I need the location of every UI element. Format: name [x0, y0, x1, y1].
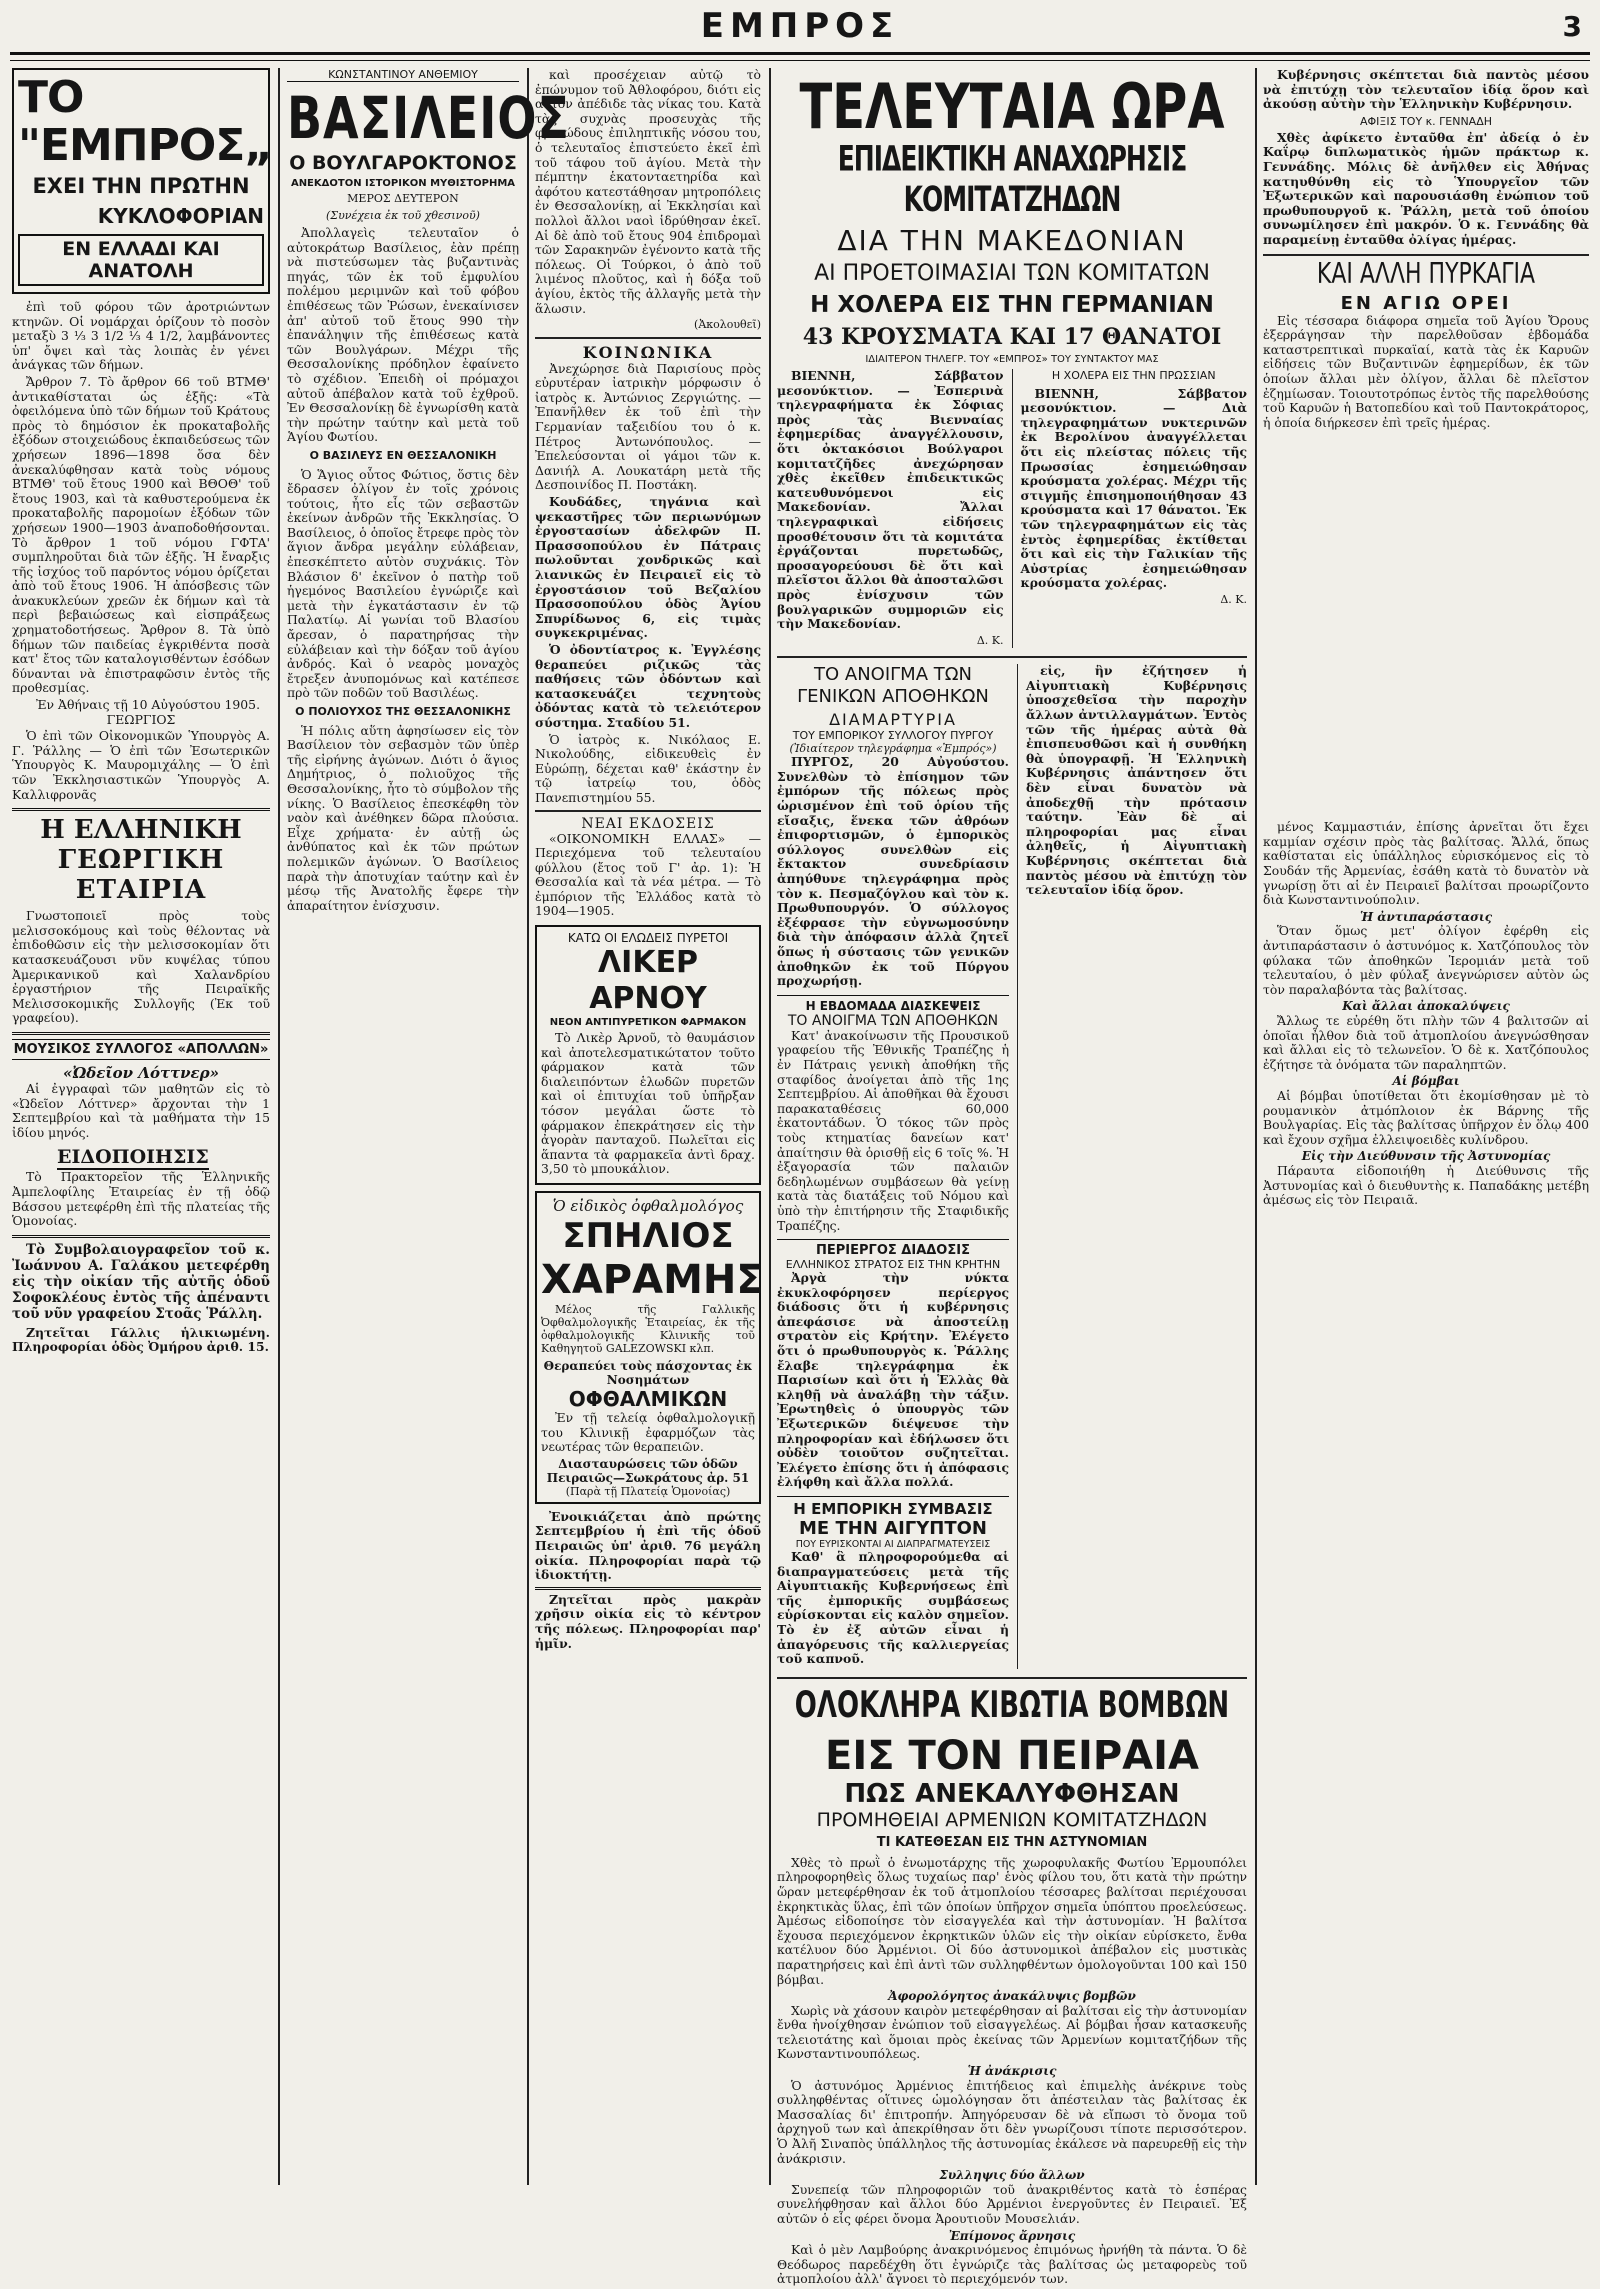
gennadis-title: ΑΦΙΞΙΣ ΤΟΥ κ. ΓΕΝΝΑΔΗ [1360, 114, 1492, 128]
police-body: Πάραυτα εἰδοποιήθη ἡ Διεύθυνσις τῆς Ἀστυνομίας καὶ ὁ διευθυντὴς κ. Παπαδάκης μετέβη ἀμέσως εἰς τὸν Πειραιᾶ. [1263, 1162, 1589, 1208]
eye-clinic: Ἐν τῇ τελείᾳ ὀφθαλμολογικῇ του Κλινικῇ ἐφαρμόζων τὰς νεωτέρας τῶν θεραπειῶν. [541, 1410, 755, 1455]
column-rule [1255, 68, 1257, 2185]
telegraph-columns [777, 369, 1247, 648]
rumor-title: ΠΕΡΙΕΡΓΟΣ ΔΙΑΔΟΣΙΣ [777, 1239, 1009, 1258]
music-body: Αἱ ἐγγραφαὶ τῶν μαθητῶν εἰς τὸ «Ὠδεῖον Λόττνερ» ἄρχονται τὴν 1 Σεπτεμβρίου καὶ τὰ μαθήματα τὴν 15 ἰδίου μηνός. [12, 1080, 270, 1140]
bombs-title2: ΕΙΣ ΤΟΝ ΠΕΙΡΑΙΑ [825, 1732, 1199, 1779]
lower-news [777, 656, 1247, 1668]
law-signoff: Ἐν Ἀθήναις τῇ 10 Αὐγούστου 1905. ΓΕΩΡΓΙΟΣ [35, 697, 261, 727]
column-rule [278, 68, 280, 2185]
wanted-ad: Ζητεῖται πρὸς μακρὰν χρῆσιν οἰκία εἰς τὸ κέντρον τῆς πόλεως. Πληροφορίαι παρ' ἡμῖν. [535, 1591, 761, 1651]
fever-kicker: ΚΑΤΩ ΟΙ ΕΛΩΔΕΙΣ ΠΥΡΕΤΟΙ [567, 931, 729, 946]
telegraph-right [1021, 369, 1248, 648]
serial-section2: Ο ΠΟΛΙΟΥΧΟΣ ΤΗΣ ΘΕΣΣΑΛΟΝΙΚΗΣ [295, 705, 511, 718]
serial-cont-body: καὶ προσέχειαν αὐτῷ τὸ ἐπώνυμον τοῦ Ἀθλοφόρου, διότι εἰς αὐτὸν ἀπέδιδε τὰς νίκας του. Κατὰ τὰς συχνὰς προσευχὰς τῆς φρικώδους ἐπιληπτικῆς νόσου του, ὁ τελευταῖος ἐπιστεύετο ἐκεῖ ἐπὶ τοῦ τάφου τοῦ ἁγίου. Μετὰ τὴν πέμπτην ἑκατονταετηρίδα καὶ ἀφότου κατεστάθησαν μητροπόλεις ἐν Θεσσαλονίκῃ, αἱ Ἐκκλησίαι καὶ πολλοὶ ἄλλοι ναοὶ ἱδρύθησαν ἐκεῖ. Αἱ δὲ ἀπὸ τοῦ ἔτους 904 ἐπιδρομαὶ τῶν Σαρακηνῶν ἐγένοντο κατὰ τῆς πόλεως. Οἱ Τούρκοι, ὁ ἀπὸ τοῦ λιμένος πλοῦτος, καὶ ἡ δόξα τοῦ ἁγίου, ἐκτὸς τῆς ἀλλαγῆς μετὰ τὴν ἅλωσιν. [535, 67, 761, 316]
ophthalmologist-ad [535, 1191, 764, 1504]
telegraph-left-body: ΒΙΕΝΝΗ, Σάββατον μεσονύκτιον. — Ἐσπερινὰ τηλεγραφήματα ἐκ Σόφιας πρὸς τὰς Βιενναίας ἐφημερίδας ἀναγγέλλουσιν, ὅτι ὀκτακόσιοι Βούλγαροι κομιτατζῆδες ἀνεχώρησαν χθὲς ἐκεῖθεν ἐπιδεικτικῶς κατευθυνόμενοι εἰς Μακεδονίαν. Ἄλλαι τηλεγραφικαὶ εἰδήσεις προσθέτουσιν ὅτι τὰ κομιτάτα ἐργάζονται πυρετωδῶς, προσαγορεύουσι δὲ ὅτι καὶ πλεῖστοι ἄλλοι θὰ ἀποσταλῶσι πρὸς ἐνίσχυσιν τῶν βουλγαρικῶν συμμοριῶν εἰς τὴν Μακεδονίαν. [777, 368, 1004, 632]
header-rule [10, 52, 1590, 55]
liker-arnou-ad [535, 925, 761, 1185]
bombs-title: ΟΛΟΚΛΗΡΑ ΚΙΒΩΤΙΑ ΒΟΜΒΩΝ [794, 1684, 1230, 1727]
egypt-title: Η ΕΜΠΟΡΙΚΗ ΣΥΜΒΑΣΙΣ [777, 1496, 1009, 1518]
gennadis-body: Χθὲς ἀφίκετο ἐνταῦθα ἐπ' ἀδείᾳ ὁ ἐν Καΐρῳ διπλωματικὸς ἡμῶν πράκτωρ κ. Γεννάδης. Μόλις δὲ ἀνῆλθεν εἰς Ἀθήνας κατηυθύνθη εἰς τὸ Ὑπουργεῖον τῶν Ἐξωτερικῶν καὶ παρουσιάσθη ἐνώπιον τοῦ πρωθυπουργοῦ κ. Ῥάλλη, μετὰ τοῦ ὁποίου συνωμίλησεν ἐπὶ μακρόν. Ὁ κ. Γεννάδης θὰ παραμείνῃ ἐνταῦθα ὀλίγας ἡμέρας. [1263, 129, 1589, 247]
right-top-body: Κυβέρνησις σκέπτεται διὰ παντὸς μέσου νὰ ἐπιτύχῃ τὸν τελευταῖον ἰδίᾳ ὅρον καὶ ἀκούσῃ αὐτὴν τὴν Ἑλληνικὴν Κυβέρνησιν. [1263, 67, 1589, 112]
week-sub: ΤΟ ΑΝΟΙΓΜΑ ΤΩΝ ΑΠΟΘΗΚΩΝ [787, 1012, 999, 1029]
bombs-detail-head: Αἱ βόμβαι [1392, 1074, 1460, 1089]
lower-left [777, 664, 1009, 1668]
notices-title: ΕΙΔΟΠΟΙΗΣΙΣ [57, 1146, 209, 1169]
section-rule [535, 337, 761, 339]
new-editions-title: ΝΕΑΙ ΕΚΔΟΣΕΙΣ [581, 815, 715, 832]
serial-body2: Ὁ Ἅγιος οὗτος Φώτιος, ὅστις δὲν ἔδρασεν ὀλίγον ἐν τοῖς χρόνοις τούτοις, ἦτο εἷς τῶν σεβαστῶν ἐκείνων ἀνδρῶν τῆς Ἐκκλησίας. Ὁ Βασίλειος, ὁ ὁποῖος ἔτρεφε πρὸς τὸν ἅγιον ἄνδρα μεγάλην εὐλάβειαν, ἐπεσκέπτετο αὐτὸν συχνάκις. Τὸν Βλάσιον δ' ἐκεῖνον ὁ πατὴρ τοῦ ἡγεμόνος Βασιλείου ἐγνώριζε καὶ μετὰ τὴν ἐγκατάστασιν ἐν τῷ Παλατίῳ. Αἱ γωνίαι τοῦ Βλασίου ἄρεσαν, ὁ παρατηρήσας τὴν εὐλάβειαν καὶ τὴν δόξαν τοῦ ἁγίου ἀνδρός. Καὶ ὁ νεαρὸς μοναχὸς ἔτρεξεν ἀνυπομόνως καὶ κατέπεσε πρὸ τῶν ποδῶν τοῦ Βασιλέως. [287, 466, 519, 701]
masthead: ΕΜΠΡΟΣ [700, 6, 900, 46]
rent-ad: Ἐνοικιάζεται ἀπὸ πρώτης Σεπτεμβρίου ἡ ἐπὶ τῆς ὁδοῦ Πειραιῶς ὑπ' ἀριθ. 76 μεγάλη οἰκία. Πληροφορίαι παρὰ τῷ ἰδιοκτήτῃ. [535, 1508, 761, 1583]
revelations-head: Καὶ ἄλλαι ἀποκαλύψεις [1342, 999, 1510, 1014]
protest-sub: ΤΟΥ ΕΜΠΟΡΙΚΟΥ ΣΥΛΛΟΓΟΥ ΠΥΡΓΟΥ [792, 729, 994, 743]
music-sub: «Ὠδεῖον Λόττνερ» [62, 1063, 220, 1082]
column-3 [535, 67, 764, 2185]
headline-cases: 43 ΚΡΟΥΣΜΑΤΑ ΚΑΙ 17 ΘΑΝΑΤΟΙ [802, 324, 1222, 350]
prussia-title: Η ΧΟΛΕΡΑ ΕΙΣ ΤΗΝ ΠΡΩΣΣΙΑΝ [1051, 369, 1216, 382]
eye-address2: (Παρὰ τῇ Πλατείᾳ Ὁμονοίας) [565, 1484, 731, 1498]
bombs-left [777, 1856, 1247, 2289]
eye-treat2: ΟΦΘΑΛΜΙΚΩΝ [568, 1387, 728, 1411]
bombs-body5: Καὶ ὁ μὲν Λαμβούρης ἀνακρινόμενος ἐπιμόνως ἠρνήθη τὰ πάντα. Ὁ δὲ Θεόδωρος παρεδέχθη ὅτι ἐγνώριζε τὰς βαλίτσας ὡς μεταφορεὺς τοῦ ἀτμοπλοίου ἀλλ' ἄγνοει τὸ περιεχόμενόν των. [777, 2242, 1247, 2287]
egypt-continued: εἰς, ἣν ἐζήτησεν ἡ Αἰγυπτιακὴ Κυβέρνησις ὑποσχεθεῖσα τὴν παροχὴν ἄλλων ἀντιλλαγμάτων. Ἐντὸς τῶν τῆς ἡμέρας αὐτὰ θὰ ἐπισπευσθῶσι καὶ ἡ συνθήκη θὰ ὑπογραφῇ. Ἡ Ἑλληνικὴ Κυβέρνησις ἀπάντησεν ὅτι δὲν εἶναι δυνατὸν νὰ ἀποδεχθῇ τὴν πρότασιν ταύτην. Ἐὰν δὲ αἱ πληροφορίαι μας εἶναι ἀληθεῖς, ἡ Αἰγυπτιακὴ Κυβέρνησις σκέπτεται διὰ παντὸς μέσου νὰ ἐπιτύχῃ τὸν τελευταῖον ἰδίᾳ ὅρον. [1026, 663, 1247, 898]
serial-continued: (Συνέχεια ἐκ τοῦ χθεσινοῦ) [326, 209, 480, 222]
serial-part: ΜΕΡΟΣ ΔΕΥΤΕΡΟΝ [347, 192, 459, 205]
bombs-h2: Ἡ ἀνάκρισις [967, 2064, 1057, 2079]
police-head: Εἰς τὴν Διεύθυνσιν τῆς Ἀστυνομίας [1301, 1149, 1551, 1164]
notary-ad [12, 1235, 270, 1355]
doctor-ad: Ὁ ἰατρὸς κ. Νικόλαος Ε. Νικολούδης, εἰδικευθεὶς ἐν Εὐρώπῃ, δέχεται καθ' ἑκάστην ἐν τῷ ἰατρείῳ του, ὁδὸς Πανεπιστημίου 55. [535, 731, 761, 805]
headline-cholera: Η ΧΟΛΕΡΑ ΕΙΣ ΤΗΝ ΓΕΡΜΑΝΙΑΝ [810, 292, 1214, 318]
armenian-body: μένος Καμμαστιάν, ἐπίσης ἀρνεῖται ὅτι ἔχει καμμίαν σχέσιν πρὸς τὰς βαλίτσας. Ἄλλά, ὅπως καθίσταται εἰς ὑπάλληλος εὑρισκόμενος εἰς τὸ Σουδάν τῆς Ἀρμενίας, ἐσάθη κατὰ τὸ δυνατὸν νὰ γνωρίσῃ ὅτι αἱ ἐν Πειραιεῖ βαλίτσαι προωρίζοντο διὰ Κωνσταντινούπολιν. [1263, 819, 1589, 908]
notices-body: Τὸ Πρακτορεῖον τῆς Ἑλληνικῆς Ἀμπελοφίλης Ἐταιρείας ἐν τῇ ὁδῷ Βάσσου μετεφέρθη ἐπὶ τῆς πλατείας τῆς Ὁμονοίας. [12, 1169, 270, 1229]
bombs-title3: ΠΩΣ ΑΝΕΚΑΛΥΦΘΗΣΑΝ [844, 1778, 1180, 1809]
headline-preparations: ΑΙ ΠΡΟΕΤΟΙΜΑΣΙΑΙ ΤΩΝ ΚΟΜΙΤΑΤΩΝ [814, 261, 1210, 286]
telegraph-left [777, 369, 1004, 648]
egypt-body: Καθ' ἃ πληροφορούμεθα αἱ διαπραγματεύσεις μετὰ τῆς Αἰγυπτιακῆς Κυβερνήσεως ἐπὶ τῆς ἐμπορικῆς συμβάσεως εὑρίσκονται εἰς καλὸν σημεῖον. Τὸ ἐν ἐξ αὐτῶν εἶναι ἡ ἀπαγόρευσις τῆς καλλιεργείας τοῦ καπνοῦ. [777, 1549, 1009, 1667]
protest-title: ΔΙΑΜΑΡΤΥΡΙΑ [829, 710, 957, 730]
music-title: ΜΟΥΣΙΚΟΣ ΣΥΛΛΟΓΟΣ «ΑΠΟΛΛΩΝ» [12, 1039, 270, 1060]
headline-departure: ΕΠΙΔΕΙΚΤΙΚΗ ΑΝΑΧΩΡΗΣΙΣ ΚΟΜΙΤΑΤΖΗΔΩΝ [837, 138, 1187, 220]
column-rule [1017, 664, 1018, 1668]
last-hour-banner: ΤΕΛΕΥΤΑΙΑ ΩΡΑ [799, 70, 1225, 144]
week-title: Η ΕΒΔΟΜΑΔΑ ΔΙΑΣΚΕΨΕΙΣ [777, 995, 1009, 1013]
warehouses-title: ΤΟ ΑΝΟΙΓΜΑ ΤΩΝ ΓΕΝΙΚΩΝ ΑΠΟΘΗΚΩΝ [797, 664, 989, 708]
column-4 [777, 68, 1247, 2287]
section-rule [535, 810, 761, 812]
serial-series: ΑΝΕΚΔΟΤΟΝ ΙΣΤΟΡΙΚΟΝ ΜΥΘΙΣΤΟΡΗΜΑ [290, 178, 516, 189]
bombs-h1: Ἀφορολόγητος ἀνακάλυψις βομβῶν [888, 1989, 1136, 2004]
revelations-body: Ἄλλως τε εὐρέθη ὅτι πλὴν τῶν 4 βαλιτσῶν αἱ ὁποῖαι ἦλθον διὰ τοῦ ἀτμοπλοίου ἀνεγνώσθησαν καὶ ἄλλαι εἰς τὸ τελωνεῖον. Ὁ δὲ κ. Χατζόπουλος ἐζήτησε τὰ ὀνόματα τῶν παραληπτῶν. [1263, 1013, 1589, 1072]
announcement-sub1: ΕΧΕΙ ΤΗΝ ΠΡΩΤΗΝ [32, 174, 250, 198]
fever-body: Τὸ Λικὲρ Ἀρνοῦ, τὸ θαυμάσιον καὶ ἀποτελεσματικώτατον τοῦτο φάρμακον κατὰ τῶν διαλειπόντων ἑλωδῶν πυρετῶν καὶ οἱ ἐπιτυχίαι τοῦ ὑπῆρξαν τόσον μεγάλαι ὥστε τὸ φάρμακον ἐπεκράτησεν εἰς τὴν ἀγορὰν πανταχοῦ. Πωλεῖται εἰς ἅπαντα τὰ φαρμακεῖα ἀντὶ δραχ. 3,50 τὸ μπουκάλιον. [541, 1030, 755, 1177]
confrontation-body: Ὅταν ὅμως μετ' ὀλίγον ἐφέρθη εἰς ἀντιπαράστασιν ὁ ἀστυνόμος κ. Χατζόπουλος τὸν φύλακα τῶν ἀποθηκῶν Ἱερομιάν μετὰ τοῦ τελευταίου, ὁ μὲν φύλαξ ἀνεγνώρισεν αὐτὸν ὡς τὸν παραλαβόντα τὰς βαλίτσας. [1263, 923, 1589, 997]
eye-body: Μέλος τῆς Γαλλικῆς Ὀφθαλμολογικῆς Ἑταιρείας, ἐκ τῆς ὀφθαλμολογικῆς Κλινικῆς τοῦ Καθηγητοῦ GALEZOWSKI κλπ. [541, 1303, 755, 1355]
law-body: Ἄρθρον 7. Τὸ ἄρθρον 66 τοῦ ΒΤΜΘ' ἀντικαθίσταται ὡς ἑξῆς: «Τὰ ὀφειλόμενα ὑπὸ τῶν δήμων τοῦ Κράτους πρὸς τὸ δημόσιον ἐκ προκαταβολῆς ἐξόδων στοιχειώδους ἐκπαιδεύσεως τῶν χρήσεων 1896—1898 ὅσα δὲν ἀνεκαλύφθησαν κατὰ τοὺς νόμους ΒΤΜΘ' τοῦ ἔτους 1900 καὶ ΒΘΟΘ' τοῦ ἔτους 1903, καὶ τὰ καθυστερούμενα ἐκ προκαταβολῆς παρομοίων ἐξόδων τῶν χρήσεων 1900—1903 ἀναποδοθήσονται. Τὸ ἄρθρον 1 τοῦ νόμου ΓΦΤΑ' συμπληροῦται διὰ τῶν ἑξῆς. Ἡ ἔναρξις τῆς ἰσχύος τοῦ παρόντος νόμου ὁρίζεται ἀπὸ τοῦ ἔτους 1906. Ἡ ἀπόσβεσις τῶν ἀνακυκλεύων χρεῶν ἐκ δήμων καὶ τὰ περὶ βεβαιώσεως καὶ εἰσπράξεως χρηματοδοτήσεως. Ἄρθρον 8. Τὰ ὑπὸ δήμων τῶν παιδείας ἐγκριθέντα ποσὰ κατ' ἔτος τῶν καταλογισθέντων ἐσόδων δύνανται νὰ ἐπιστραφῶσιν ἐντὸς τῆς προθεσμίας. [12, 373, 270, 696]
egypt-sub: ΜΕ ΤΗΝ ΑΙΓΥΠΤΟΝ [799, 1518, 987, 1539]
column-2 [287, 68, 570, 2185]
eye-kicker: Ὁ εἰδικὸς ὀφθαλμολόγος [552, 1197, 744, 1215]
bombs-h4: Ἐπίμονος ἄρνησις [948, 2228, 1076, 2243]
bombs-sub2: ΤΙ ΚΑΤΕΘΕΣΑΝ ΕΙΣ ΤΗΝ ΑΣΤΥΝΟΜΙΑΝ [876, 1834, 1148, 1850]
kitchen-ad: Κουδάδες, τηγάνια καὶ ψεκαστῆρες τῶν περιωνύμων ἐργοστασίων ἀδελφῶν Π. Πρασσοπούλου ἐν Πάτραις πωλοῦνται χονδρικῶς καὶ λιανικῶς ἐν Πειραιεῖ εἰς τὸ ἐργοστάσιον τοῦ Βεζαλίου Πρασσοπούλου ὁδὸς Ἁγίου Σπυρίδωνος 6, εἰς τιμὰς συγκεκριμένας. [535, 494, 761, 641]
bombs-body2: Χωρὶς νὰ χάσουν καιρὸν μετεφέρθησαν αἱ βαλίτσαι εἰς τὴν ἀστυνομίαν ἔνθα ἠνοίχθησαν ἐνώπιον τοῦ εἰσαγγελέως. Αἱ βόμβαι ἦσαν κατασκευῆς τελειοτάτης καὶ ὅμοιαι πρὸς ἐκείνας τῶν Ἀρμενίων κομιτατζήδων τῆς Κωνσταντινουπόλεως. [777, 2002, 1247, 2062]
eye-treat: Θεραπεύει τοὺς πάσχοντας ἐκ Νοσημάτων [543, 1359, 753, 1387]
fever-title: ΛΙΚΕΡ ΑΡΝΟΥ [589, 945, 707, 1017]
law-intro: ἐπὶ τοῦ φόρου τῶν ἀροτριώντων κτηνῶν. Οἱ νομάρχαι ὁρίζουν τὸ ποσὸν μεταξὺ 3 ⅓ 3 1/2 ⅓ 4 1/2, λαμβάνοντες ὑπ' ὄψει καὶ τὰς λοιπὰς ἐν γένει ἀνάγκας τῶν δήμων. [12, 299, 270, 373]
new-editions-body: «ΟΙΚΟΝΟΜΙΚΗ ΕΛΛΑΣ» — Περιεχόμενα τοῦ τελευταίου φύλλου (ἔτος τοῦ Γ' ἀρ. 1): Ἡ Θεσσαλία καὶ τὰ νέα μέτρα. — Τὸ ἐμπόριον τῆς Ἑλλάδος κατὰ τὸ 1904—1905. [535, 830, 761, 919]
rumor-body: Ἀργὰ τὴν νύκτα ἐκυκλοφόρησεν περίεργος διάδοσις ὅτι ἡ κυβέρνησις ἀπεφάσισε νὰ ἀποστείλῃ στρατὸν εἰς Κρήτην. Ἐλέγετο ὅτι ὁ πρωθυπουργὸς κ. Ῥάλλης ἔλαβε τηλεγράφημα ἐκ Παρισίων καὶ ὅτι ἡ Ἑλλὰς θὰ κληθῇ νὰ ἀναλάβῃ τὴν τάξιν. Ἐρωτηθεὶς ὁ ὑπουργὸς τῶν Ἐξωτερικῶν διέψευσε τὴν πληροφορίαν καὶ ἐδήλωσεν ὅτι οὐδὲν τοιοῦτον συζητεῖται. Ἐλέγετο ἐπίσης ὅτι ἡ ἀπόφασις ἐλήφθη καὶ ἄλλα πολλά. [777, 1270, 1009, 1490]
fire-title: ΚΑΙ ΑΛΛΗ ΠΥΡΚΑΓΙΑ [1316, 257, 1536, 291]
geo-body: Γνωστοποιεῖ πρὸς τοὺς μελισσοκόμους καὶ τοὺς θέλοντας νὰ ἐπιδοθῶσιν εἰς τὴν μελισσοκομίαν ὅτι κατασκευάζουσι νῦν κυψέλας τύπου Ἀμερικανικοῦ καὶ Χαλανδρίου ἐργαστήριον τῆς Πειραϊκῆς Μελισσοκομικῆς Συλλογῆς (Ἐκ τοῦ γραφείου). [12, 908, 270, 1026]
column-rule [1012, 369, 1013, 648]
emprós-announcement [12, 68, 273, 294]
wanted-line: Ζητεῖται Γάλλις ἡλικιωμένη. Πληροφορίαι ὁδὸς Ὀμήρου ἀριθ. 15. [12, 1324, 270, 1355]
to-be-continued: (Ἀκολουθεῖ) [694, 318, 761, 332]
geo-title1: Η ΕΛΛΗΝΙΚΗ [40, 815, 242, 846]
confrontation-head: Ἡ ἀντιπαράστασις [1359, 909, 1493, 924]
serial-title: ΒΑΣΙΛΕΙΟΣ [287, 84, 570, 152]
week-body: Κατ' ἀνακοίνωσιν τῆς Προυσικοῦ γραφείου τῆς Ἐθνικῆς Τραπέζης ἡ ἐν Πάτραις γενικὴ ἀποθήκη τῆς σταφίδος ἀνοίγεται ἀπὸ τῆς 1ης Σεπτεμβρίου. Αἱ ἀποθῆκαι θὰ ἔχουσι παρακαταθέσεις 60,000 ἑκατοντάδων. Ὁ τόκος τῶν πρὸς τοὺς κτηματίας δανείων κατ' ἀπαίτησιν θὰ ὁρισθῇ εἰς 6 τοῖς %. Ἡ ἐξαγορασία τῶν παλαιῶν δεδηλωμένων συμβάσεων θὰ γείνῃ κατὰ τὰς διατάξεις τοῦ Νόμου καὶ ὑπὸ τὴν ἐπιτήρησιν τῆς Σταφιδικῆς Τραπέζης. [777, 1027, 1009, 1233]
column-5 [1263, 68, 1589, 2185]
dentist-ad: Ὁ ὀδοντίατρος κ. Ἐγγλέσης θεραπεύει ριζικῶς τὰς παθήσεις τῶν ὀδόντων καὶ κατασκευάζει τεχνητοὺς ὀδόντας κατὰ τὸ τελειότερον σύστημα. Σταδίου 51. [535, 641, 761, 730]
bombs-body: Χθὲς τὸ πρωῒ ὁ ἐνωμοτάρχης τῆς χωροφυλακῆς Φωτίου Ἐρμουπόλει πληροφορηθεὶς ὅλως τυχαίως παρ' ἑνὸς φίλου του, ὅτι κατὰ τὴν πρώτην ὥραν μετεφέρθησαν ἐκ τοῦ ἀτμοπλοίου τέσσαρες βαλίτσαι περιέχουσαι ἐκρηκτικὰς ὕλας, ἐπὶ τῶν ὁποίων ὑπῆρχον σημεῖα ὑπόπτου προελεύσεως. Ἀμέσως εἰδοποίησε τὸν εἰσαγγελέα καὶ τὴν ἀστυνομίαν. Ἡ βαλίτσα ἔχουσα περιεχόμενον ἐκρηκτικῶν ὑλῶν εἰς τὴν οἰκίαν εὑρίσκετο, ἔνθα κατέλυον δύο Ἀρμένιοι. Οἱ δύο ἀστυνομικοὶ ἀπέβαλον εἰς μυστικὰς παρατηρήσεις καὶ ἐπὶ ἀντὶ τῶν συλληφθέντων ὁμολογοῦνται 100 καὶ 150 βόμβαι. [777, 1854, 1247, 1987]
bombs-body3: Ὁ ἀστυνόμος Ἀρμένιος ἐπιτήδειος καὶ ἐπιμελὴς ἀνέκρινε τοὺς συλληφθέντας οἵτινες ὡμολόγησαν ὅτι ἀπέστειλαν τὰς βαλίτσας ἐκ Μασσαλίας δι' ἐπιτροπήν. Ἀπηγόρευσαν δὲ νὰ εἴπωσι τὸ ὄνομα τοῦ ἀρχηγοῦ των καὶ ἀπεκρίθησαν ὅτι δὲν γνωρίζουσι τίποτε περισσότερον. Ὁ Ἀλῆ Σιναπὸς ὑπάλληλος τῆς ἀστυνομίας ἐκάλεσε νὰ παρευρεθῇ εἰς τὴν ἀνάκρισιν. [777, 2077, 1247, 2166]
serial-body3: Ἡ πόλις αὕτη ἀφησίωσεν εἰς τὸν Βασίλειον τὸν σεβασμὸν τῶν ὑπὲρ τῆς εἰρήνης ἀγώνων. Διότι ὁ ἅγιος Δημήτριος, ὁ πολιοῦχος τῆς Θεσσαλονίκης, ἦτο τὸ σύμβολον τῆς νίκης. Ὁ Βασίλειος ἐπεσκέφθη τὸν ναὸν καὶ ἀνέθηκεν δῶρα πλούσια. Εἶχε χρήματα· ἐν αὐτῇ ὡς ἀνθύπατος καὶ ἐκ τῶν πρώτων πολεμικῶν ἀγώνων. Ὁ Βασίλειος παρὰ τὴν ἀποτυχίαν ταύτην καὶ ἐν μέσῳ τῆς Ἀνατολῆς ἔφερε τὴν ἀπαραίτητον ἐνίσχυσιν. [287, 722, 519, 913]
serial-section1: Ο ΒΑΣΙΛΕΥΣ ΕΝ ΘΕΣΣΑΛΟΝΙΚΗ [309, 448, 497, 462]
announcement-sub2: ΚΥΚΛΟΦΟΡΙΑΝ [97, 204, 264, 228]
music-society-ad [12, 1032, 270, 1140]
bombs-story [777, 1856, 1247, 2289]
serial-body1: Ἀπολλαγεὶς τελευταῖον ὁ αὐτοκράτωρ Βασίλειος, ἐὰν πρέπῃ νὰ πιστεύσωμεν τὰς βυζαντινὰς πηγάς, τῶν ἐκ τοῦ ἐμφυλίου πολέμου μεριμνῶν καὶ τοῦ φόβου ἐπιθέσεως τῶν Ῥώσων, ἐνεκαίνισεν ἀπ' αὐτοῦ τοῦ ἔτους 990 τὴν ἐπανάληψιν τῆς ἐπιθέσεως κατὰ τῶν Βουλγάρων. Μέχρι τῆς Θεσσαλονίκης πρόδηλον ἐφαίνετο τὸ σχέδιον. Ἐπειδὴ οἱ πρόμαχοι αὐτοῦ ἀπέβαλον κατὰ τοῦ ἐχθροῦ. Ἐν Θεσσαλονίκῃ δὲ ἐγνωρίσθη κατὰ τὴν πρώτην ταύτην καὶ μετὰ τοῦ Ἁγίου Φωτίου. [287, 225, 519, 445]
eye-title1: ΣΠΗΛΙΟΣ [562, 1216, 734, 1256]
bombs-detail-body: Αἱ βόμβαι ὑποτίθεται ὅτι ἐκομίσθησαν μὲ τὸ ρουμανικὸν ἀτμόπλοιον ἐκ Βάρνης τῆς Βουλγαρίας. Εἰς τὰς βαλίτσας ὑπῆρχον ἐν ὅλῳ 400 καὶ ἔχουν σχῆμα ἐλλειψοειδὲς κυλίνδρου. [1263, 1087, 1589, 1147]
fire-title2: ΕΝ ΑΓΙΩ ΟΡΕΙ [1340, 292, 1512, 314]
geo-society-ad [12, 808, 270, 1026]
social-title: ΚΟΙΝΩΝΙΚΑ [582, 342, 714, 362]
notices [12, 1146, 270, 1228]
serial-subtitle: Ο ΒΟΥΛΓΑΡΟΚΤΟΝΟΣ [289, 152, 517, 174]
prussia-signature: Δ. Κ. [1220, 592, 1247, 606]
eye-address: Διασταυρώσεις τῶν ὁδῶν Πειραιῶς—Σωκράτους ἀρ. 51 [546, 1456, 750, 1485]
rumor-sub: ΕΛΛΗΝΙΚΟΣ ΣΤΡΑΤΟΣ ΕΙΣ ΤΗΝ ΚΡΗΤΗΝ [785, 1258, 1001, 1272]
headline-macedonia: ΔΙΑ ΤΗΝ ΜΑΚΕΔΟΝΙΑΝ [837, 224, 1187, 257]
telegraph-line: ΙΔΙΑΙΤΕΡΟΝ ΤΗΛΕΓΡ. ΤΟΥ «ΕΜΠΡΟΣ» ΤΟΥ ΣΥΝΤΑΚΤΟΥ ΜΑΣ [865, 354, 1159, 365]
column-rule [769, 68, 771, 2185]
eye-title2: ΧΑΡΑΜΗΣ [541, 1257, 764, 1303]
announcement-title: ΤΟ "ΕΜΠΡΟΣ„ [18, 72, 273, 171]
social-body: Ἀνεχώρησε διὰ Παρισίους πρὸς εὐρυτέραν ἰατρικὴν μόρφωσιν ὁ ἰατρὸς κ. Ἀντώνιος Ζεργιώτης. — Ἐπανῆλθεν ἐκ τοῦ ἐπὶ τὴν Γερμανίαν ταξειδίου του ὁ κ. Πέτρος Ἀντωνόπουλος. — Ἐπελεύσονται οἱ γάμοι τῶν κ. Δανιήλ Α. Λουκατάρη μετὰ τῆς Δεσποινίδος Π. Ποστάκη. [535, 360, 761, 493]
fire-body: Εἰς τέσσαρα διάφορα σημεῖα τοῦ Ἁγίου Ὄρους ἐξερράγησαν τὴν παρελθοῦσαν ἑβδομάδα καταστρεπτικαὶ πυρκαϊαί, κατὰ τὰς ἐκ Καρυῶν εἰδήσεις τῶν Βυζαντινῶν ἐφημερίδων, ἐκ τῶν ὁποίων ἄλλαι μὲν ὀλίγον, ἄλλαι δὲ πλεῖστον ἐζημίωσαν. Τοιουτοτρόπως ἐντὸς τῆς παρελθούσης τοῦ Καρυῶν ἡ Βατοπεδίου καὶ τοῦ Παντοκράτορος, ἡ ὁποία διήρκεσεν ἐπὶ τρεῖς ἡμέρας. [1263, 312, 1589, 430]
geo-title2: ΓΕΩΡΓΙΚΗ ΕΤΑΙΡΙΑ [57, 845, 225, 906]
prussia-body: ΒΙΕΝΝΗ, Σάββατον μεσονύκτιον. — Διὰ τηλεγραφημάτων νυκτερινῶν ἐκ Βερολίνου ἀναγγέλλεται ὅτι εἰς πλείστας πόλεις τῆς Πρωσσίας ἐσημειώθησαν κρούσματα χολέρας. Μέχρι τῆς στιγμῆς ἐπισημοποιήθησαν 43 κρούσματα καὶ 17 θάνατοι. Ἐκ τῶν τηλεγραφημάτων εἰς τὰς ἐντὸς ἐφημερίδας ἐκτίθεται ὅτι καὶ εἰς τὴν Γαλικίαν τῆς Αὐστρίας ἐσημειώθησαν κρούσματα χολέρας. [1020, 385, 1247, 591]
lower-right [1026, 664, 1247, 1668]
column-1 [12, 68, 273, 2185]
serial-author: ΚΩΝΣΤΑΝΤΙΝΟΥ ΑΝΘΕΜΙΟΥ [287, 68, 519, 82]
section-rule [1263, 254, 1589, 256]
fever-sub: ΝΕΟΝ ΑΝΤΙΠΥΡΕΤΙΚΟΝ ΦΑΡΜΑΚΟΝ [549, 1017, 747, 1029]
announcement-sub3: ΕΝ ΕΛΛΑΔΙ ΚΑΙ ΑΝΑΤΟΛΗ [18, 234, 264, 286]
page-number: 3 [1562, 10, 1582, 43]
protest-source: (Ἰδιαίτερον τηλεγράφημα «Ἐμπρός») [789, 742, 997, 756]
law-ministers: Ὁ ἐπὶ τῶν Οἰκονομικῶν Ὑπουργὸς Α. Γ. Ῥάλλης — Ὁ ἐπὶ τῶν Ἐσωτερικῶν Ὑπουργὸς Κ. Μαυρομιχάλης — Ὁ ἐπὶ τῶν Ἐκκλησιαστικῶν Ὑπουργὸς Α. Καλλιφρονᾶς [12, 728, 270, 802]
column-rule [527, 68, 529, 2185]
bombs-sub: ΠΡΟΜΗΘΕΙΑΙ ΑΡΜΕΝΙΩΝ ΚΟΜΙΤΑΤΖΗΔΩΝ [816, 1808, 1208, 1831]
telegraph-left-signature: Δ. Κ. [976, 633, 1004, 647]
bombs-banner [777, 1677, 1247, 1850]
egypt-sub2: ΠΟΥ ΕΥΡΙΣΚΟΝΤΑΙ ΑΙ ΔΙΑΠΡΑΓΜΑΤΕΥΣΕΙΣ [795, 1539, 991, 1550]
protest-body: ΠΥΡΓΟΣ, 20 Αὐγούστου. Συνελθὼν τὸ ἐπίσημον τῶν ἐμπόρων τῆς πόλεως πρὸς ὡρισμένον ἐπὶ τοῦ ὁρίου τῆς εἴσαξις, ἕνεκα τῶν ἀθρόων ἐπιφορτισμῶν, ὁ ἐμπορικὸς σύλλογος συνελθὼν εἰς ἔκτακτον συνεδρίασιν ἀπηύθυνε τηλεγράφημα πρὸς τὸν κ. Πεσμαζόγλου καὶ τὸν κ. Πρωθυπουργόν. Ὁ σύλλογος ἐξέφρασε τὴν εὐγνωμοσύνην διὰ τὴν ἀπόφασιν ἀλλὰ ζητεῖ ὅπως ἡ σύστασις τῶν γενικῶν ἀποθηκῶν ἐκ τοῦ Πύργου προχωρήσῃ. [777, 754, 1009, 989]
bombs-body4: Συνεπείᾳ τῶν πληροφοριῶν τοῦ ἀνακριθέντος κατὰ τὸ ἑσπέρας συνελήφθησαν καὶ ἄλλοι δύο Ἀρμένιοι ἐνεργοῦντες ἐν Πειραιεῖ. Ἐξ αὐτῶν ὁ εἷς φέρει ὄνομα Ἀρουτιοῦν Μουσελιάν. [777, 2181, 1247, 2226]
header-rule-thin [10, 60, 1590, 61]
notary-body: Τὸ Συμβολαιογραφεῖον τοῦ κ. Ἰωάννου Α. Γαλάκου μετεφέρθη εἰς τὴν οἰκίαν τῆς αὐτῆς ὁδοῦ Σοφοκλέους ἐντὸς τῆς ἀπέναντι τοῦ νῦν γραφείου Στοᾶς Ῥάλλη. [12, 1241, 270, 1322]
bombs-h3: Συλληψις δύο ἄλλων [939, 2168, 1085, 2183]
